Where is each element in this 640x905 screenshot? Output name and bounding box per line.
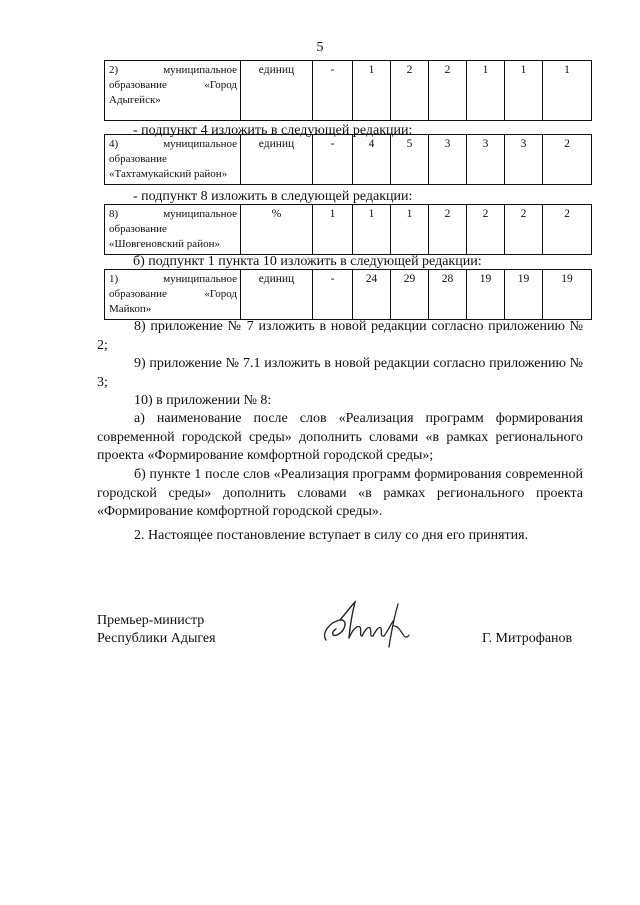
table-cell-value: 1 [391, 205, 429, 255]
table-cell-unit: единиц [241, 61, 313, 121]
table-cell-value: 2 [429, 205, 467, 255]
table-cell-value: 3 [429, 135, 467, 185]
page-number: 5 [316, 40, 324, 55]
table-cell-unit: единиц [241, 135, 313, 185]
table-cell-value: 2 [543, 205, 592, 255]
table-cell-value: 19 [467, 270, 505, 320]
paragraph-item-10: 10) в приложении № 8: [134, 393, 272, 408]
table-cell-value: 2 [391, 61, 429, 121]
table-cell-value: 28 [429, 270, 467, 320]
table-cell-value: 1 [467, 61, 505, 121]
table-cell-value: 2 [467, 205, 505, 255]
table-cell-value: 19 [543, 270, 592, 320]
table-cell-value: 1 [353, 61, 391, 121]
paragraph-subitem-a: а) наименование после слов «Реализация программ формирования современной городской среды» дополнить словами «в рамках регионального проекта «Формирование комфортной городской среды»; [97, 411, 583, 463]
table-cell-value: 1 [505, 61, 543, 121]
table-cell-value: 29 [391, 270, 429, 320]
paragraph-effective-date: 2. Настоящее постановление вступает в силу со дня его принятия. [134, 528, 529, 543]
table-cell-value: 5 [391, 135, 429, 185]
table-cell-unit: % [241, 205, 313, 255]
data-table-takhtamukay [104, 134, 592, 185]
table-cell-value: 3 [505, 135, 543, 185]
table-cell-value: 2 [543, 135, 592, 185]
table-cell-name: 1) муниципальное образование «Город Майкоп» [105, 270, 241, 320]
table-cell-value: - [313, 61, 353, 121]
table-cell-unit: единиц [241, 270, 313, 320]
table-cell-value: 2 [505, 205, 543, 255]
table-cell-value: 1 [543, 61, 592, 121]
signature-image [318, 596, 410, 652]
table-cell-value: 4 [353, 135, 391, 185]
table-cell-value: - [313, 270, 353, 320]
table-cell-value: 1 [313, 205, 353, 255]
paragraph-subitem-b: б) пункте 1 после слов «Реализация программ формирования современной городской среды» дополнить словами «в рамках регионального проекта «Формирование комфортной городской среды». [97, 467, 583, 519]
paragraph-item-9: 9) приложение № 7.1 изложить в новой редакции согласно приложению № 3; [97, 356, 583, 390]
table-cell-value: 2 [429, 61, 467, 121]
table-cell-value: 3 [467, 135, 505, 185]
data-table-maykop [104, 269, 592, 320]
table-cell-value: 1 [353, 205, 391, 255]
data-table-adygeysk [104, 60, 592, 121]
table-cell-name: 2) муниципальное образование «Город Адыгейск» [105, 61, 241, 121]
table-cell-name: 8) муниципальное образование «Шовгеновский район» [105, 205, 241, 255]
heading-item-10: б) подпункт 1 пункта 10 изложить в следующей редакции: [133, 254, 482, 269]
data-table-shovgenovsky [104, 204, 592, 255]
heading-subitem-4: - подпункт 4 изложить в следующей редакции: [133, 123, 413, 138]
signatory-name: Г. Митрофанов [482, 631, 573, 646]
table-cell-value: 24 [353, 270, 391, 320]
heading-subitem-8: - подпункт 8 изложить в следующей редакции: [133, 189, 413, 204]
paragraph-item-8: 8) приложение № 7 изложить в новой редакции согласно приложению № 2; [97, 319, 583, 353]
signatory-title: Премьер-министр Республики Адыгея [97, 613, 216, 646]
table-cell-name: 4) муниципальное образование «Тахтамукайский район» [105, 135, 241, 185]
table-cell-value: 19 [505, 270, 543, 320]
table-cell-value: - [313, 135, 353, 185]
